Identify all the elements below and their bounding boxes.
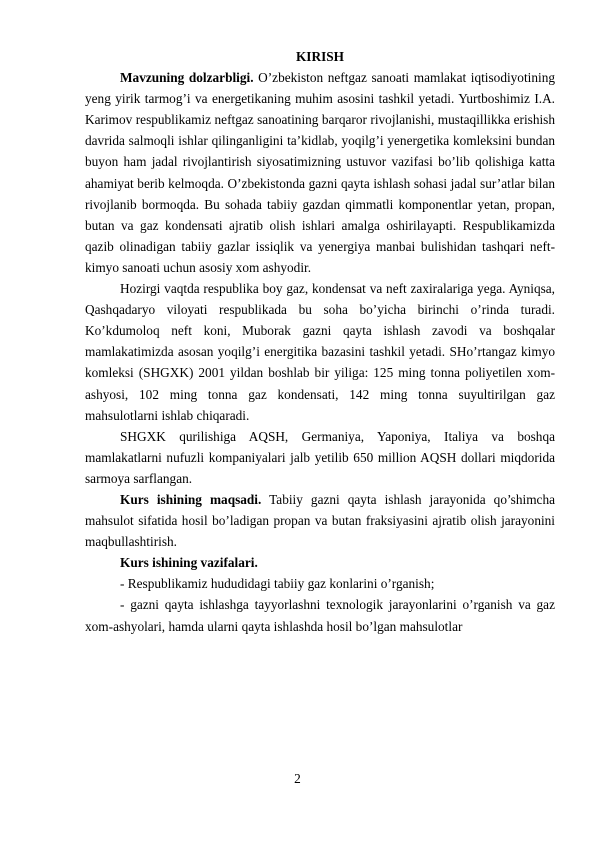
paragraph-text: - gazni qayta ishlashga tayyorlashni texnologik jarayonlarini o’rganish va gaz xom-ashyolari, hamda ularni qayta ishlashda hosil bo’lgan mahsulotlar [85, 597, 555, 634]
paragraph-tasks-heading [85, 552, 555, 573]
document-title: KIRISH [295, 49, 345, 64]
paragraph-lead: Mavzuning dolzarbligi. [120, 70, 254, 86]
document-page [85, 46, 555, 637]
page-number: 2 [294, 771, 301, 786]
paragraph-text: SHGXK qurilishiga AQSH, Germaniya, Yaponiya, Italiya va boshqa mamlakatlarni nufuzli kompaniyalari jalb yetilib 650 million AQSH dollari miqdorida sarmoya sarflangan. [85, 428, 555, 486]
paragraph-text: - Respublikamiz hududidagi tabiiy gaz konlarini o’rganish; [120, 576, 435, 592]
list-item-task-1 [85, 573, 555, 594]
paragraph-reserves [85, 278, 555, 426]
paragraph-text: Tabiiy gazni qayta ishlash jarayonida qo’shimcha mahsulot sifatida hosil bo’ladigan propan va butan fraksiyasini ajratib olish jarayonini maqbullashtirish. [85, 491, 555, 550]
paragraph-lead: Kurs ishining vazifalari. [120, 555, 258, 571]
list-item-task-2 [85, 594, 555, 636]
paragraph-relevance [85, 67, 555, 278]
paragraph-goal [85, 489, 555, 552]
paragraph-investment [85, 426, 555, 489]
paragraph-lead: Kurs ishining maqsadi. [120, 491, 262, 507]
paragraph-text: O’zbekiston neftgaz sanoati mamlakat iqtisodiyotining yeng yirik tarmog’i va energetikaning muhim asosini tashkil yetadi. Yurtboshimiz I.A. Karimov respublikamiz neftgaz sanoatining barqaror rivojlanishi, mustaqillikka erishish davrida salmoqli ishlar qilinganligini ta’kidlab, yoqilg’i yenergetika komleksini bundan buyon ham jadal rivojlantirish siyosatimizning ustuvor vazifasi bo’lib qolishiga katta ahamiyat berib kelmoqda. O’zbekistonda gazni qayta ishlash sohasi jadal sur’atlar bilan rivojlanib bormoqda. Bu sohada tabiiy gazdan qimmatli komponentlar yetan, propan, butan va gaz kondensati ajratib olish ishlari amalga oshirilayapti. Respublikamizda qazib olinadigan tabiiy gazlar issiqlik va yenergiya manbai bulishidan tashqari neft-kimyo sanoati uchun asosiy xom ashyodir. [85, 70, 555, 275]
paragraph-text: Hozirgi vaqtda respublika boy gaz, kondensat va neft zaxiralariga yega. Ayniqsa, Qashqadaryo viloyati respublikada bu soha bo’yicha birinchi o’rinda turadi. Ko’kdumoloq neft koni, Muborak gazni qayta ishlash zavodi va boshqalar mamlakatimizda asosan yoqilg’i energitika bazasini tashkil yetadi. SHo’rtangaz kimyo komleksi (SHGXK) 2001 yildan boshlab bir yiliga: 125 ming tonna poliyetilen xom-ashyosi, 102 ming tonna gaz kondensati, 142 ming tonna suyultirilgan gaz mahsulotlarni ishlab chiqaradi. [85, 281, 555, 423]
